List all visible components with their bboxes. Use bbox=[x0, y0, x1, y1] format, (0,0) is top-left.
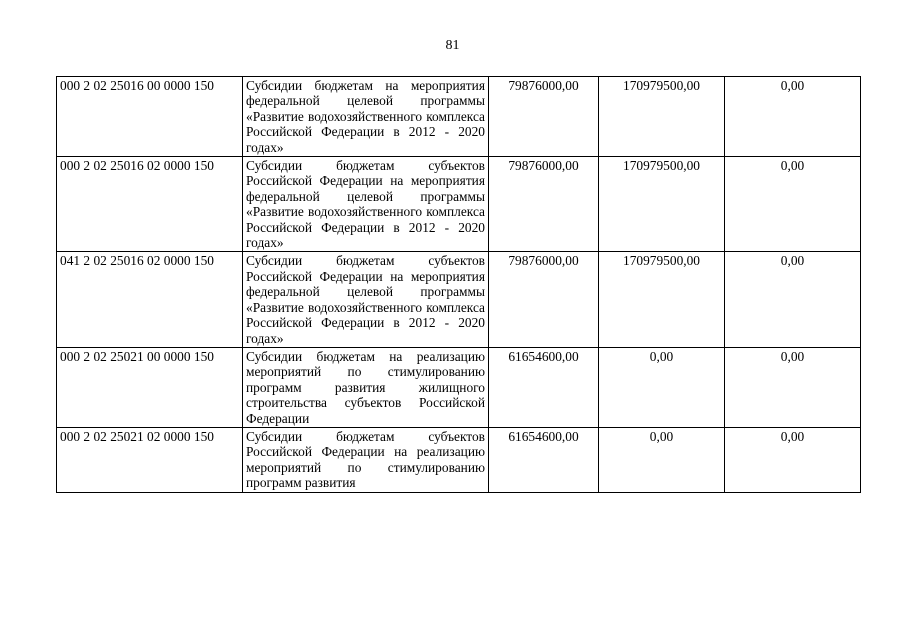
revenue-name: Субсидии бюджетам на мероприятия федеральной целевой программы «Развитие водохозяйственного комплекса Российской Федерации в 2012 - 2020 годах» bbox=[243, 77, 489, 157]
budget-revenue-table bbox=[56, 76, 861, 493]
revenue-name: Субсидии бюджетам субъектов Российской Федерации на мероприятия федеральной целевой программы «Развитие водохозяйственного комплекса Российской Федерации в 2012 - 2020 годах» bbox=[243, 252, 489, 347]
amount-column-2: 0,00 bbox=[599, 427, 725, 492]
budget-classification-code: 041 2 02 25016 02 0000 150 bbox=[57, 252, 243, 347]
revenue-name: Субсидии бюджетам субъектов Российской Федерации на реализацию мероприятий по стимулированию программ развития bbox=[243, 427, 489, 492]
amount-column-1: 79876000,00 bbox=[489, 77, 599, 157]
budget-classification-code: 000 2 02 25021 00 0000 150 bbox=[57, 347, 243, 427]
revenue-name: Субсидии бюджетам субъектов Российской Федерации на мероприятия федеральной целевой программы «Развитие водохозяйственного комплекса Российской Федерации в 2012 - 2020 годах» bbox=[243, 157, 489, 252]
table-row bbox=[57, 157, 861, 252]
budget-classification-code: 000 2 02 25016 00 0000 150 bbox=[57, 77, 243, 157]
amount-column-3: 0,00 bbox=[725, 157, 861, 252]
amount-column-1: 61654600,00 bbox=[489, 427, 599, 492]
table-row bbox=[57, 347, 861, 427]
page-number: 81 bbox=[445, 38, 460, 53]
amount-column-1: 79876000,00 bbox=[489, 252, 599, 347]
amount-column-3: 0,00 bbox=[725, 77, 861, 157]
amount-column-3: 0,00 bbox=[725, 427, 861, 492]
amount-column-2: 170979500,00 bbox=[599, 252, 725, 347]
budget-classification-code: 000 2 02 25016 02 0000 150 bbox=[57, 157, 243, 252]
amount-column-1: 79876000,00 bbox=[489, 157, 599, 252]
table-row bbox=[57, 427, 861, 492]
budget-classification-code: 000 2 02 25021 02 0000 150 bbox=[57, 427, 243, 492]
revenue-name: Субсидии бюджетам на реализацию мероприятий по стимулированию программ развития жилищного строительства субъектов Российской Федерации bbox=[243, 347, 489, 427]
amount-column-2: 170979500,00 bbox=[599, 77, 725, 157]
amount-column-2: 170979500,00 bbox=[599, 157, 725, 252]
amount-column-1: 61654600,00 bbox=[489, 347, 599, 427]
table-row bbox=[57, 252, 861, 347]
table-row bbox=[57, 77, 861, 157]
amount-column-3: 0,00 bbox=[725, 252, 861, 347]
amount-column-2: 0,00 bbox=[599, 347, 725, 427]
amount-column-3: 0,00 bbox=[725, 347, 861, 427]
